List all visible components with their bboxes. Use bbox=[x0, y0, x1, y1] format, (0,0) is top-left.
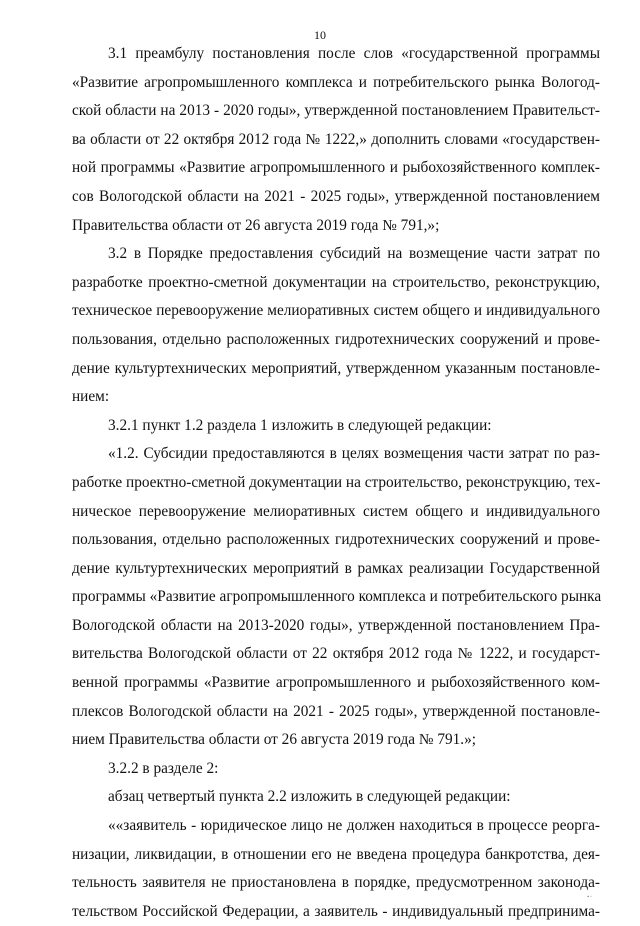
text-line: Правительства области от 26 августа 2019 года № 791,»; bbox=[72, 216, 440, 234]
text-line: абзац четвертый пункта 2.2 изложить в следующей редакции: bbox=[108, 788, 511, 806]
page-number: 10 bbox=[314, 28, 326, 42]
text-line: тельность заявителя не приостановлена в порядке, предусмотренном законода- bbox=[72, 874, 600, 892]
text-line: пользования, отдельно расположенных гидротехнических сооружений и прове- bbox=[72, 330, 600, 348]
text-line: «Развитие агропромышленного комплекса и потребительского рынка Вологод- bbox=[72, 73, 600, 91]
text-line: Вологодской области на 2013-2020 годы», утвержденной постановлением Пра- bbox=[72, 616, 600, 634]
text-line: дение культуртехнических мероприятий в рамках реализации Государственной bbox=[72, 559, 600, 577]
text-line: нием Правительства области от 26 августа 2019 года № 791.»; bbox=[72, 731, 477, 749]
text-line: тельством Российской Федерации, а заявитель - индивидуальный предпринима- bbox=[72, 902, 600, 920]
text-line: ««заявитель - юридическое лицо не должен находиться в процессе реорга- bbox=[108, 817, 600, 835]
text-line: сов Вологодской области на 2021 - 2025 годы», утвержденной постановлением bbox=[72, 187, 600, 205]
text-line: венной программы «Развитие агропромышленного и рыбохозяйственного ком- bbox=[72, 674, 600, 692]
text-line: ническое перевооружение мелиоративных систем общего и индивидуального bbox=[72, 502, 600, 520]
scan-corner-mark: ▪ ▫ bbox=[587, 895, 592, 900]
text-line: программы «Развитие агропромышленного комплекса и потребительского рынка bbox=[72, 588, 602, 606]
text-line: 3.2.2 в разделе 2: bbox=[108, 759, 219, 777]
text-line: ной программы «Развитие агропромышленного и рыбохозяйственного комплек- bbox=[72, 159, 600, 177]
text-line: 3.2.1 пункт 1.2 раздела 1 изложить в следующей редакции: bbox=[108, 416, 492, 434]
text-line: вительства Вологодской области от 22 октября 2012 года № 1222, и государст- bbox=[72, 645, 600, 663]
text-line: 3.2 в Порядке предоставления субсидий на возмещение части затрат по bbox=[108, 245, 600, 263]
text-line: работке проектно-сметной документации на строительство, реконструкцию, тех- bbox=[72, 473, 601, 491]
text-line: ской области на 2013 - 2020 годы», утвержденной постановлением Правительст- bbox=[72, 102, 600, 120]
text-line: разработке проектно-сметной документации на строительство, реконструкцию, bbox=[72, 273, 600, 291]
text-line: техническое перевооружение мелиоративных систем общего и индивидуального bbox=[72, 302, 600, 320]
text-line: пользования, отдельно расположенных гидротехнических сооружений и прове- bbox=[72, 531, 600, 549]
text-line: низации, ликвидации, в отношении его не введена процедура банкротства, дея- bbox=[72, 845, 600, 863]
text-line: 3.1 преамбулу постановления после слов «государственной программы bbox=[108, 45, 600, 62]
text-line: ва области от 22 октября 2012 года № 1222,» дополнить словами «государствен- bbox=[72, 130, 600, 148]
text-line: нием: bbox=[72, 388, 110, 406]
text-line: плексов Вологодской области на 2021 - 2025 годы», утвержденной постановле- bbox=[72, 702, 600, 720]
text-line: «1.2. Субсидии предоставляются в целях возмещения части затрат по раз- bbox=[108, 445, 600, 463]
document-body bbox=[72, 40, 600, 926]
text-line: дение культуртехнических мероприятий, утвержденном указанным постановле- bbox=[72, 359, 600, 377]
